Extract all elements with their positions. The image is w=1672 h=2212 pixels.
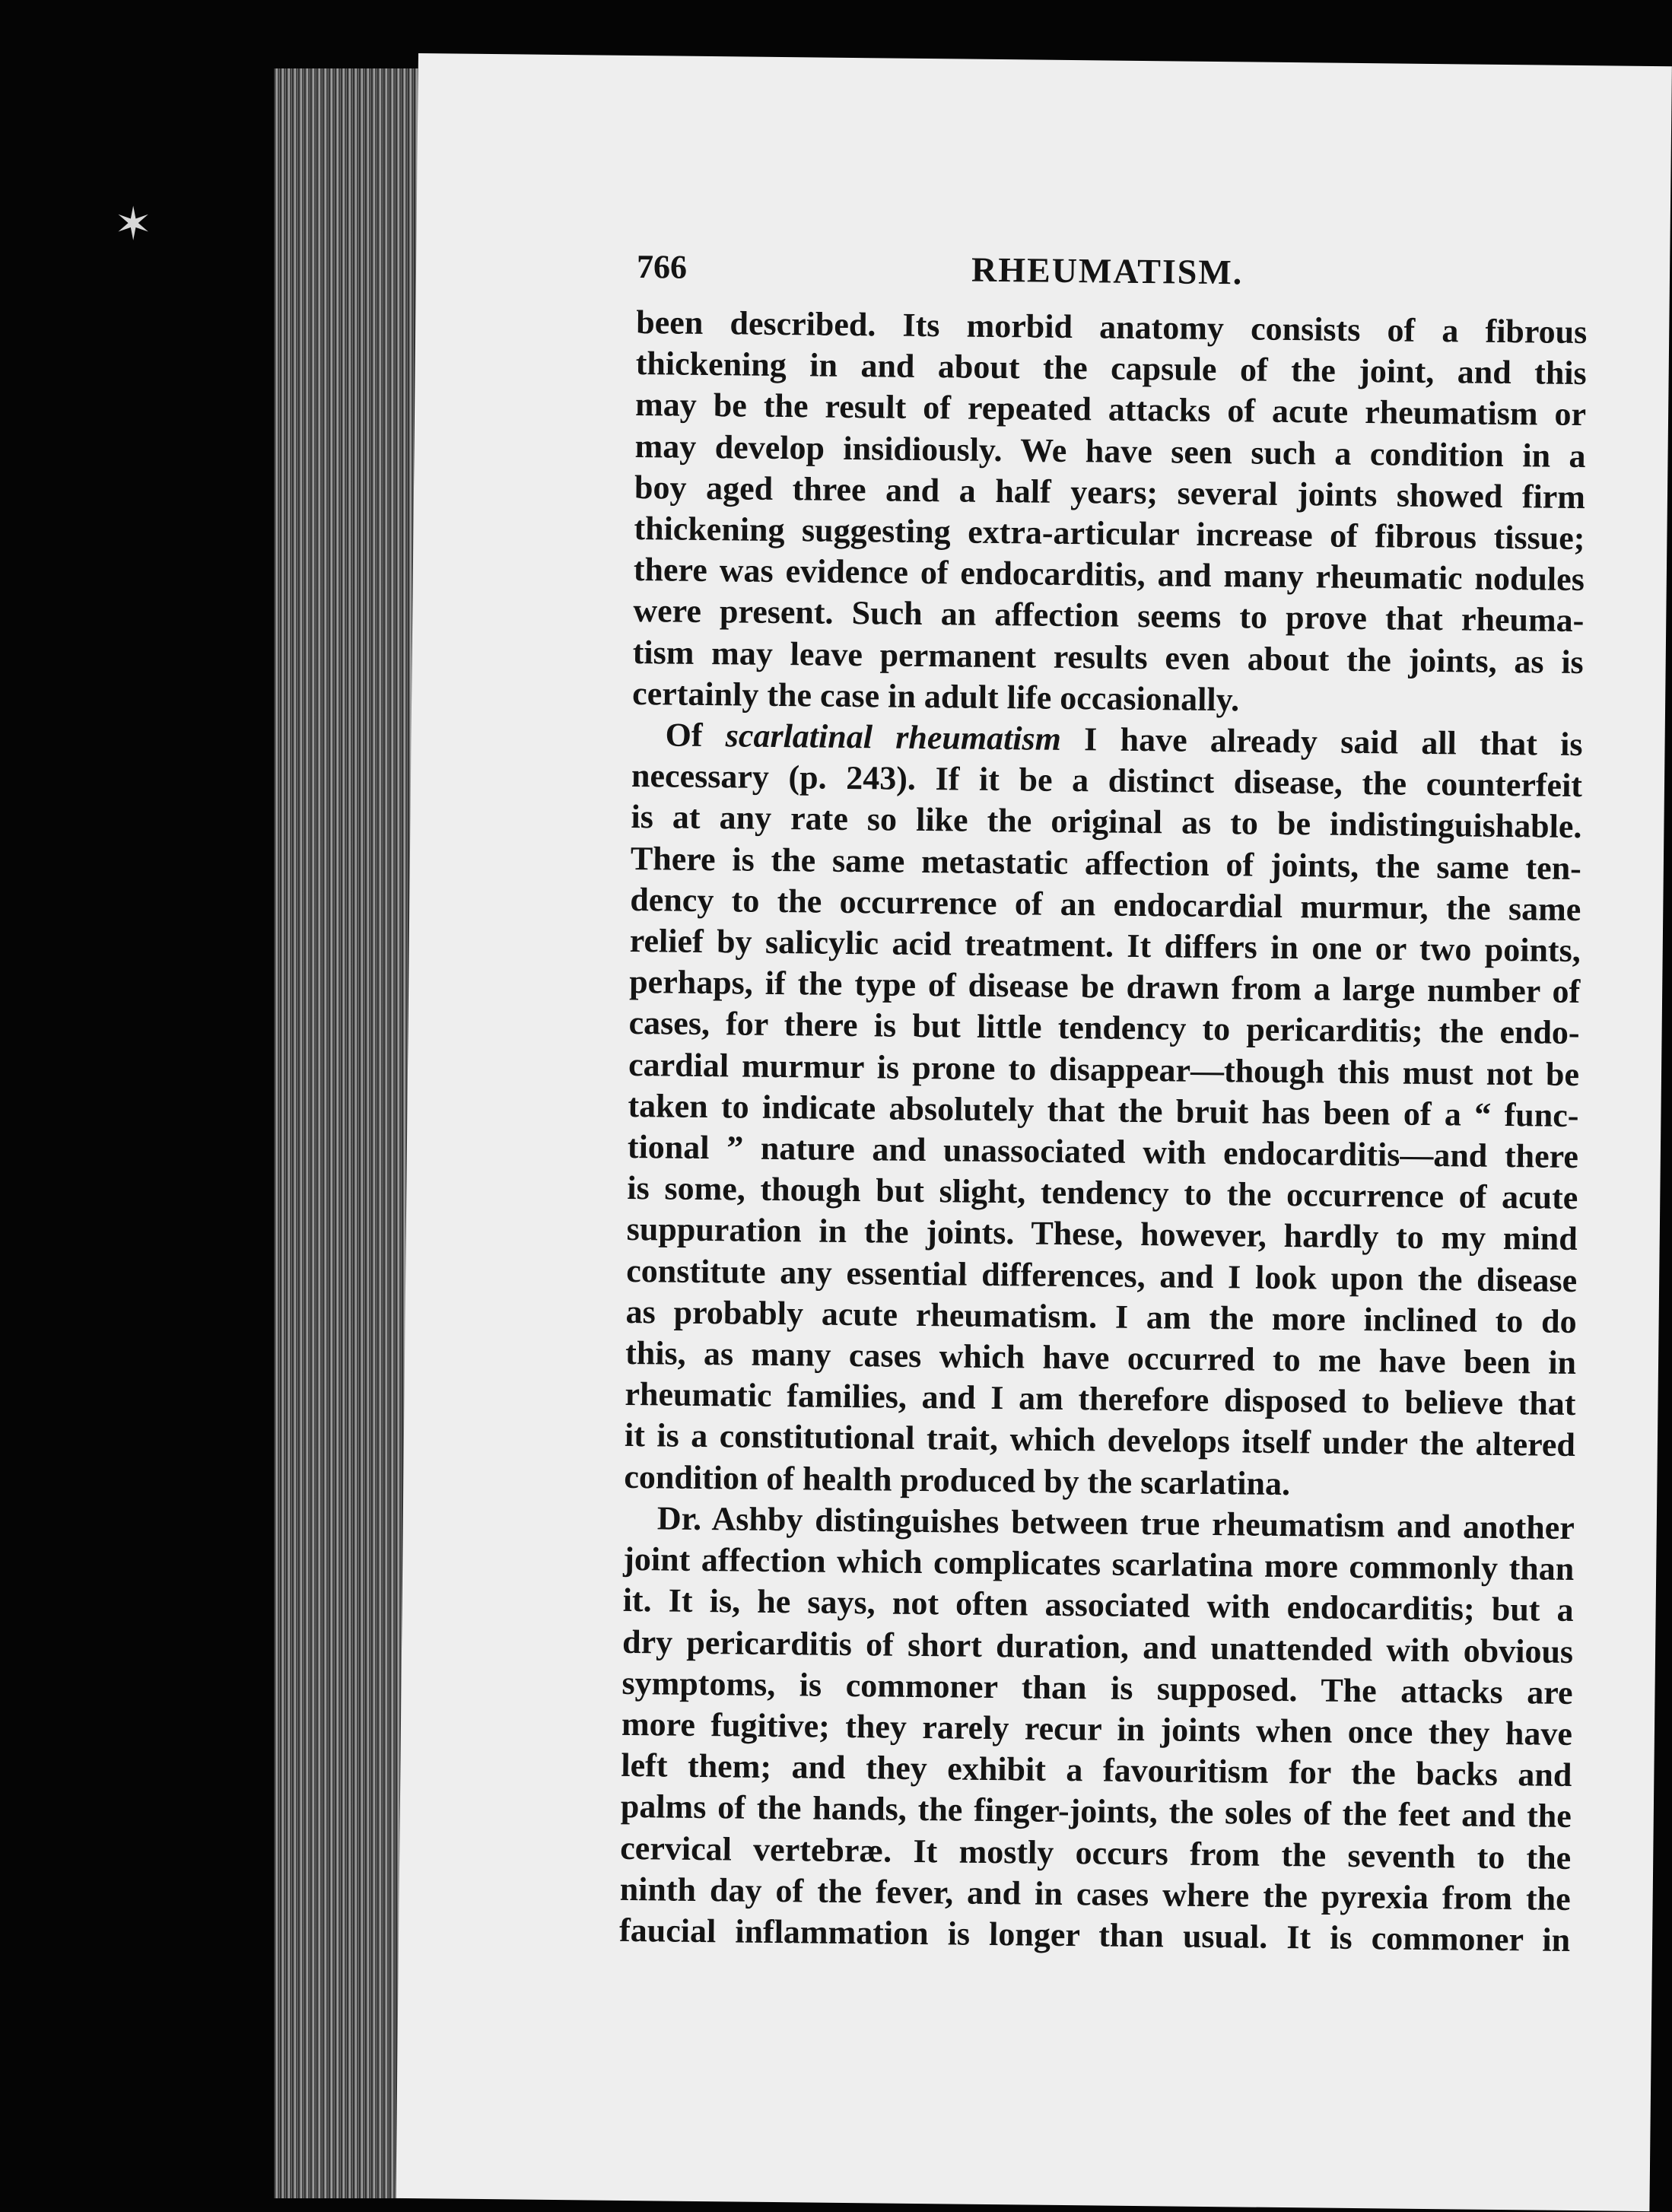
text-line: taken to indicate absolutely that the bruit has been of a “ func- <box>628 1086 1579 1134</box>
text-line: it is a constitutional trait, which develops itself under the altered <box>624 1416 1576 1464</box>
text-line: tional ” nature and unassociated with endocarditis—and there <box>627 1128 1579 1176</box>
text-line: is at any rate so like the original as to be indistinguishable. <box>631 798 1582 846</box>
text-line: cervical vertebræ. It mostly occurs from the seventh to the <box>620 1829 1572 1877</box>
text-line: it. It is, he says, not often associated with endocarditis; but a <box>622 1581 1574 1629</box>
text-line: tism may leave permanent results even about the joints, as is <box>632 633 1584 681</box>
text-line: relief by salicylic acid treatment. It differs in one or two points, <box>629 922 1581 970</box>
book-page <box>396 53 1671 2211</box>
text-line: certainly the case in adult life occasionally. <box>631 674 1240 719</box>
text-line: symptoms, is commoner than is supposed. The attacks are <box>621 1664 1573 1711</box>
text-line: may be the result of repeated attacks of acute rheumatism or <box>634 386 1587 434</box>
margin-scratch-mark: ✶ <box>114 199 153 249</box>
text-line: thickening suggesting extra-articular increase of fibrous tissue; <box>634 510 1585 558</box>
text-line: ninth day of the fever, and in cases where the pyrexia from the <box>619 1870 1571 1918</box>
text-line: been described. Its morbid anatomy consists of a fibrous <box>636 304 1588 351</box>
text-line: joint affection which complicates scarlatina more commonly than <box>623 1540 1575 1588</box>
text-fragment: Of <box>665 716 726 755</box>
text-line: cases, for there is but little tendency to pericarditis; the endo- <box>628 1004 1580 1052</box>
text-line: dry pericarditis of short duration, and unattended with obvious <box>621 1622 1574 1670</box>
text-line: suppuration in the joints. These, however, hardly to my mind <box>626 1210 1578 1258</box>
text-line: were present. Such an affection seems to prove that rheuma- <box>633 592 1585 640</box>
text-line: there was evidence of endocarditis, and many rheumatic nodules <box>633 551 1585 599</box>
text-line: this, as many cases which have occurred to me have been in <box>625 1334 1577 1382</box>
text-line: necessary (p. 243). If it be a distinct disease, the counterfeit <box>631 757 1583 805</box>
text-line: faucial inflammation is longer than usual. It is commoner in <box>618 1911 1571 1959</box>
page-number: 766 <box>636 248 688 286</box>
paragraph-1 <box>632 302 1588 724</box>
text-line: condition of health produced by the scarlatina. <box>624 1457 1291 1502</box>
text-line: more fugitive; they rarely recur in joints when once they have <box>621 1705 1573 1753</box>
text-line: palms of the hands, the finger-joints, the soles of the feet and the <box>620 1788 1572 1835</box>
running-head: RHEUMATISM. <box>971 249 1244 292</box>
text-fragment: I have already said all that is <box>1060 720 1583 764</box>
text-line: left them; and they exhibit a favouritism for the backs and <box>621 1746 1572 1794</box>
text-line: may develop insidiously. We have seen such a condition in a <box>634 427 1586 475</box>
text-line: boy aged three and a half years; several joints showed firm <box>634 468 1586 516</box>
text-line: is some, though but slight, tendency to the occurrence of acute <box>627 1169 1578 1217</box>
text-line: dency to the occurrence of an endocardial murmur, the same <box>630 880 1581 928</box>
italic-term: scarlatinal rheumatism <box>725 717 1062 758</box>
text-line: thickening in and about the capsule of the joint, and this <box>635 345 1587 393</box>
page-header <box>637 246 1588 301</box>
paragraph-3 <box>619 1498 1575 1961</box>
text-line: perhaps, if the type of disease be drawn from a large number of <box>628 963 1581 1011</box>
text-line: There is the same metastatic affection of joints, the same ten- <box>630 839 1582 887</box>
text-line: rheumatic families, and I am therefore disposed to believe that <box>625 1375 1576 1423</box>
text-line: Dr. Ashby distinguishes between true rheumatism and another <box>656 1499 1575 1546</box>
paragraph-2 <box>624 714 1583 1508</box>
text-line: cardial murmur is prone to disappear—though this must not be <box>628 1045 1580 1093</box>
page-text-block <box>619 246 1588 1961</box>
text-line: as probably acute rheumatism. I am the more inclined to do <box>625 1292 1577 1340</box>
text-line: constitute any essential differences, and I look upon the disease <box>626 1251 1578 1299</box>
